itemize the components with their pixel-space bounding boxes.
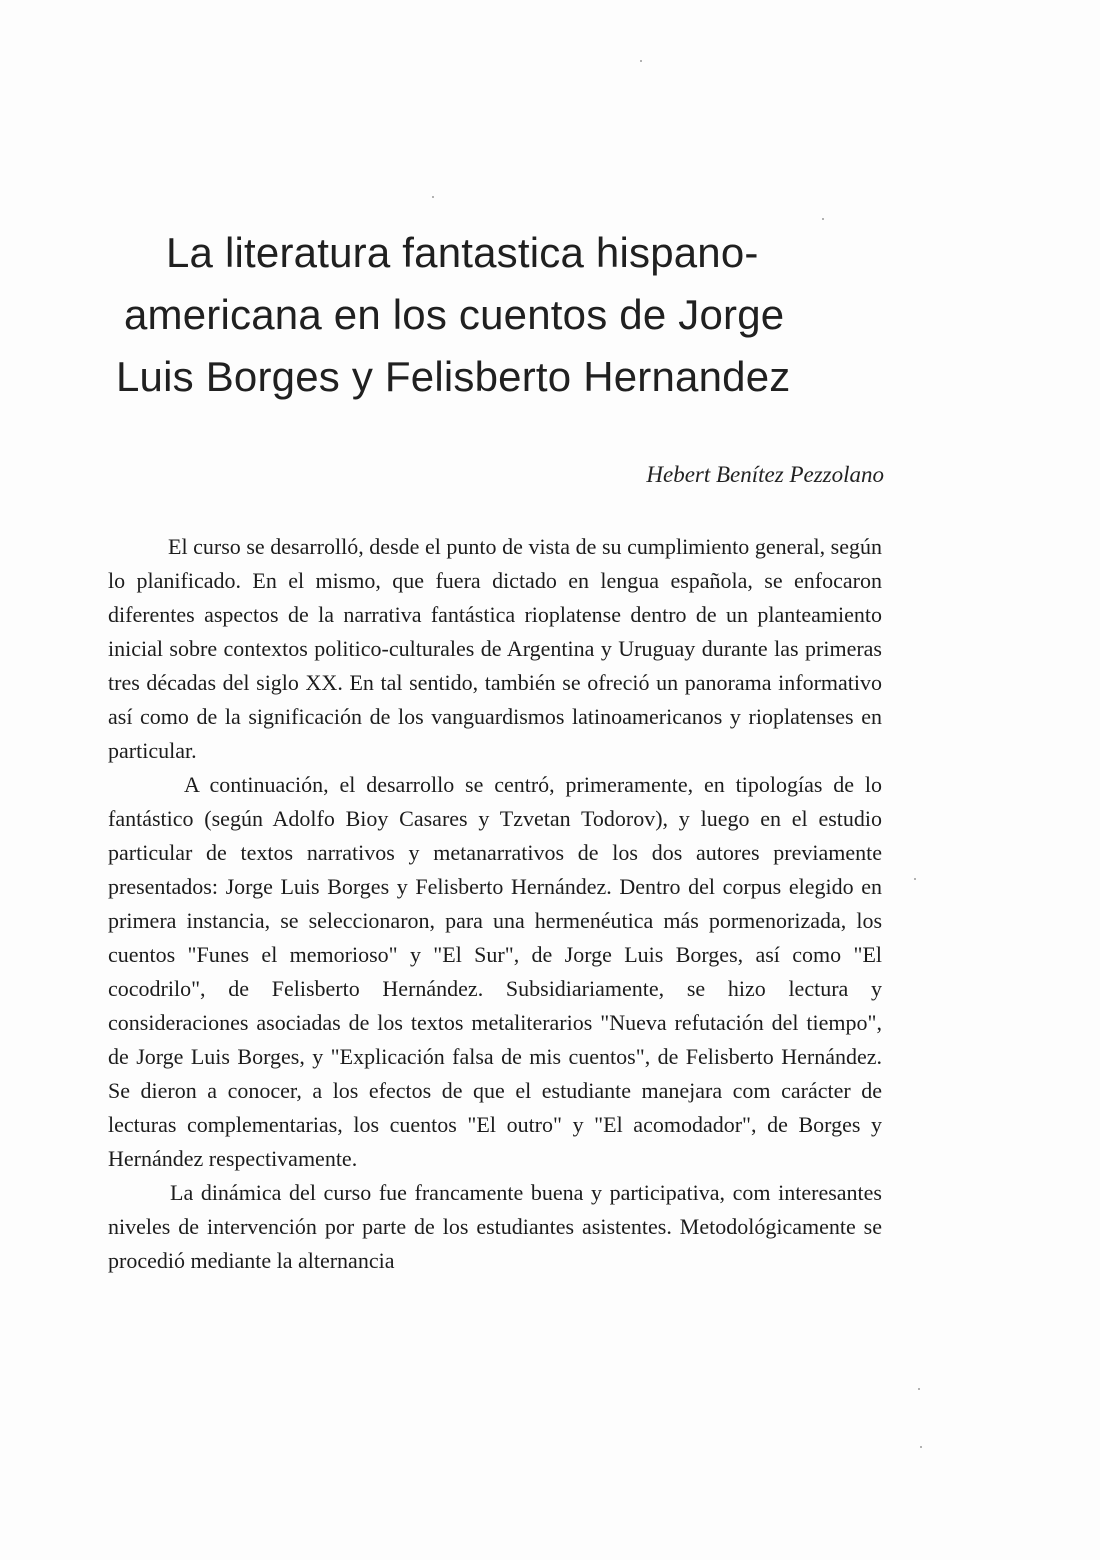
paragraph: La dinámica del curso fue francamente buena y participativa, com interesantes niveles de intervención por parte de los estudiantes asistentes. Metodológicamente se procedió mediante la alternancia xyxy=(108,1180,882,1273)
document-title xyxy=(110,222,910,408)
title-line: americana en los cuentos de Jorge xyxy=(124,291,785,338)
author-name: Hebert Benítez Pezzolano xyxy=(646,462,884,487)
title-line: La literatura fantastica hispano- xyxy=(166,229,759,276)
scan-speck xyxy=(640,60,642,62)
paragraph: El curso se desarrolló, desde el punto de vista de su cumplimiento general, según lo planificado. En el mismo, que fuera dictado en lengua española, se enfocaron diferentes aspectos de la narrativa fantástica rioplatense dentro de un planteamiento inicial sobre contextos politico-culturales de Argentina y Uruguay durante las primeras tres décadas del siglo XX. En tal sentido, también se ofreció un panorama informativo así como de la significación de los vanguardismos latinoamericanos y rioplatenses en particular. xyxy=(108,534,882,763)
scan-speck xyxy=(918,1388,920,1390)
paragraph: A continuación, el desarrollo se centró, primeramente, en tipologías de lo fantástico (según Adolfo Bioy Casares y Tzvetan Todorov), y luego en el estudio particular de textos narrativos y metanarrativos de los dos autores previamente presentados: Jorge Luis Borges y Felisberto Hernández. Dentro del corpus elegido en primera instancia, se seleccionaron, para una hermenéutica más pormenorizada, los cuentos "Funes el memorioso" y "El Sur", de Jorge Luis Borges, así como "El cocodrilo", de Felisberto Hernández. Subsidiariamente, se hizo lectura y consideraciones asociadas de los textos metaliterarios "Nueva refutación del tiempo", de Jorge Luis Borges, y "Explicación falsa de mis cuentos", de Felisberto Hernández. Se dieron a conocer, a los efectos de que el estudiante manejara com carácter de lecturas complementarias, los cuentos "El outro" y "El acomodador", de Borges y Hernández respectivamente. xyxy=(108,772,882,1171)
body-text xyxy=(108,530,882,1278)
scan-speck xyxy=(432,196,434,198)
scan-speck xyxy=(920,1446,922,1448)
scan-speck xyxy=(822,218,824,220)
scan-speck xyxy=(914,878,916,880)
title-line: Luis Borges y Felisberto Hernandez xyxy=(116,353,791,400)
